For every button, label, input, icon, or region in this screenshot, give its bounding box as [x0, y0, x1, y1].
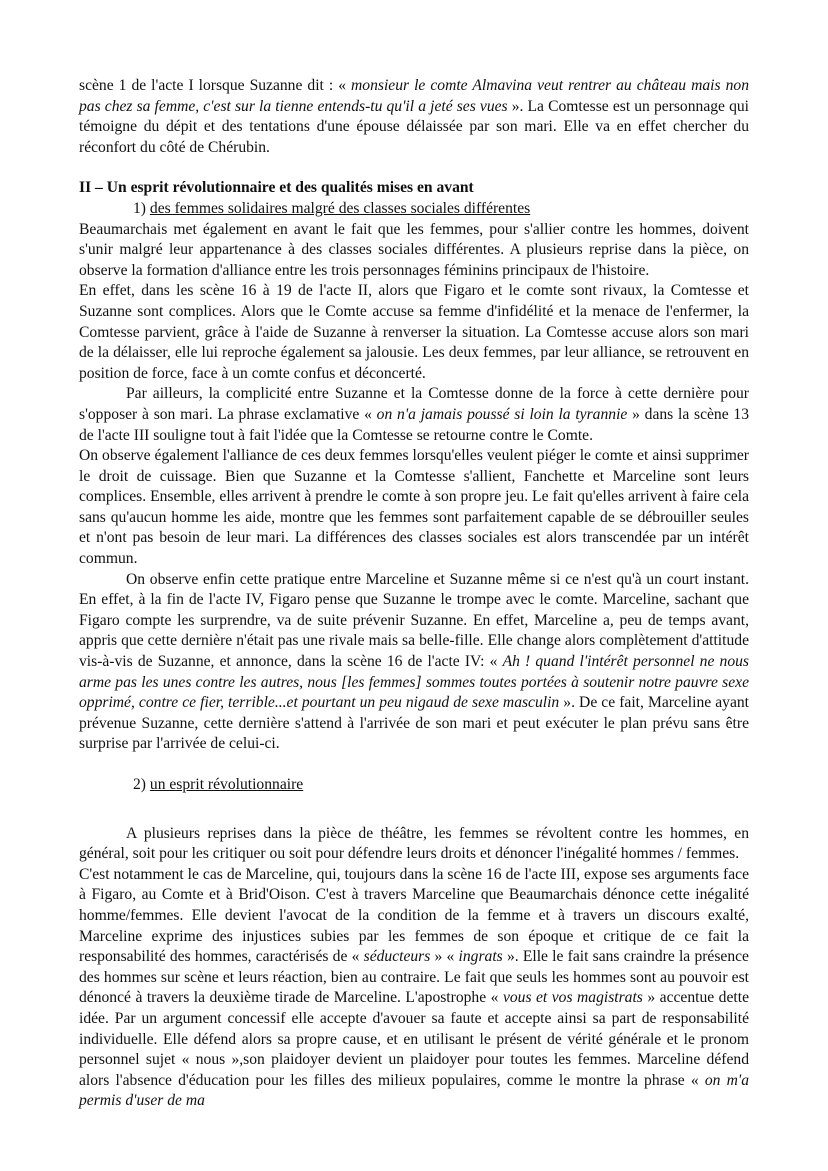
subsection-2-number: 2) — [133, 776, 150, 793]
paragraph-7-text-c: » « — [430, 948, 459, 966]
paragraph-1: Beaumarchais met également en avant le fait que les femmes, pour s'allier contre les hommes, doivent s'unir malgré leur appartenance à des classes sociales différentes. A plusieurs reprise dans la pièce, on observe la formation d'alliance entre les trois personnages féminins principaux de l'histoire. — [79, 220, 749, 279]
section-heading: II – Un esprit révolutionnaire et des qualités mises en avant — [79, 179, 474, 197]
paragraph-5 — [79, 570, 749, 755]
paragraph-5-text-a: On observe enfin cette pratique entre Marceline et Suzanne même si ce n'est qu'à un court instant. En effet, à la fin de l'acte IV, Figaro pense que Suzanne le trompe avec le comte. Marceline, sachant que Figaro compte les surprendre, va de suite prévenir Suzanne. En effet, Marceline a, peu de temps avant, appris que cette dernière n'était pas une rivale mais sa belle-fille. Elle change alors complètement d'attitude vis-à-vis de Suzanne, et annonce, dans la scène 16 de l'acte IV: « — [79, 570, 749, 671]
paragraph-7-quote-4: on m'a permis d'user de ma — [79, 1071, 749, 1110]
spacer — [79, 796, 749, 824]
subsection-1-heading — [79, 199, 749, 220]
paragraph-7-text-e: » accentue dette idée. Par un argument concessif elle accepte d'avouer sa faute et accepte ainsi sa part de responsabilité individuelle. Elle défend alors sa propre cause, et en utilisant le présent de vérité générale et le pronom personnel sujet « nous »,son plaidoyer devient un plaidoyer pour toutes les femmes. Marceline défend alors l'absence d'éducation pour les filles des milieux populaires, comme le montre la phrase « — [79, 989, 749, 1089]
intro-text-a: scène 1 de l'acte I lorsque Suzanne dit : « — [79, 77, 352, 94]
subsection-1-number: 1) — [133, 199, 150, 217]
paragraph-7 — [79, 865, 749, 1112]
paragraph-5-quote: Ah ! quand l'intérêt personnel ne nous arme pas les unes contre les autres, nous [les femmes] sommes toutes portées à soutenir notre pauvre sexe opprimé, contre ce fier, terrible...et pourtant un peu nigaud de sexe masculin — [79, 653, 749, 712]
paragraph-7-text-a: C'est notamment le cas de Marceline, qui, toujours dans la scène 16 de l'acte III, expose ses arguments face à Figaro, au Comte et à Brid'Oison. C'est à travers Marceline que Beaumarchais dénonce cette inégalité homme/femmes. Elle devient l'avocat de la condition de la femme et à travers un discours exalté, Marceline exprime des injustices subies par les femmes de son époque et critique de ce fait la responsabilité des hommes, caractérisés de « — [79, 865, 749, 966]
intro-text-b: ». La Comtesse est un personnage qui témoigne du dépit et des tentations d'une épouse délaissée par son mari. Elle va en effet chercher du réconfort du côté de Chérubin. — [79, 97, 750, 156]
paragraph-7-quote-3: vous et vos magistrats — [502, 989, 643, 1007]
paragraph-2: En effet, dans les scène 16 à 19 de l'acte II, alors que Figaro et le comte sont rivaux, la Comtesse et Suzanne sont complices. Alors que le Comte accuse sa femme d'infidélité et la menace de l'enfermer, la Comtesse parvient, grâce à l'aide de Suzanne à renverser la situation. La Comtesse accuse alors son mari de la délaisser, elle lui reproche également sa jalousie. Les deux femmes, par leur alliance, se retrouvent en position de force, face à un comte confus et déconcerté. — [79, 282, 749, 382]
paragraph-3 — [79, 384, 749, 446]
intro-paragraph — [79, 76, 749, 158]
paragraph-5-text-b: ». De ce fait, Marceline ayant prévenue Suzanne, cette dernière s'attend à l'arrivée de son mari et peut exécuter le plan prévu sans être surprise par l'arrivée de celui-ci. — [79, 694, 749, 753]
paragraph-7-text-d: ». Elle le fait sans craindre la présence des hommes sur scène et leurs réaction, bien au contraire. Le fait que seuls les hommes sont au pouvoir est dénoncé à travers la deuxième tirade de Marceline. L'apostrophe « — [79, 948, 749, 1007]
paragraph-6: A plusieurs reprises dans la pièce de théâtre, les femmes se révoltent contre les hommes, en général, soit pour les critiquer ou soit pour défendre leurs droits et dénoncer l'inégalité hommes / femmes. — [79, 824, 749, 863]
paragraph-7-quote-1: séducteurs — [363, 948, 431, 966]
paragraph-4: On observe également l'alliance de ces deux femmes lorsqu'elles veulent piéger le comte et ainsi supprimer le droit de cuissage. Bien que Suzanne et la Comtesse s'allient, Fanchette et Marceline sont leurs complices. Ensemble, elles arrivent à prendre le comte à son propre jeu. Le fait qu'elles arrivent à faire cela sans qu'aucun homme les aide, montre que les femmes sont parfaitement capable de se débrouiller seules et n'ont pas besoin de leur mari. La différences des classes sociales est alors transcendée par un intérêt commun. — [79, 447, 749, 568]
paragraph-3-text-b: » dans la scène 13 de l'acte III souligne tout à fait l'idée que la Comtesse se retourne contre le Comte. — [79, 405, 749, 444]
paragraph-3-quote: on n'a jamais poussé si loin la tyrannie — [376, 405, 628, 423]
paragraph-3-text-a: Par ailleurs, la complicité entre Suzanne et la Comtesse donne de la force à cette dernière pour s'opposer à son mari. La phrase exclamative « — [79, 385, 749, 423]
paragraph-7-quote-2: ingrats — [458, 948, 503, 966]
spacer — [79, 158, 749, 178]
subsection-2-title: un esprit révolutionnaire — [149, 776, 304, 793]
spacer — [79, 755, 749, 775]
subsection-1-title: des femmes solidaires malgré des classes sociales différentes — [149, 199, 531, 217]
subsection-2-heading — [79, 775, 749, 796]
intro-quote: monsieur le comte Almavina veut rentrer au château mais non pas chez sa femme, c'est sur la tienne entends-tu qu'il a jeté ses vues — [79, 77, 749, 115]
